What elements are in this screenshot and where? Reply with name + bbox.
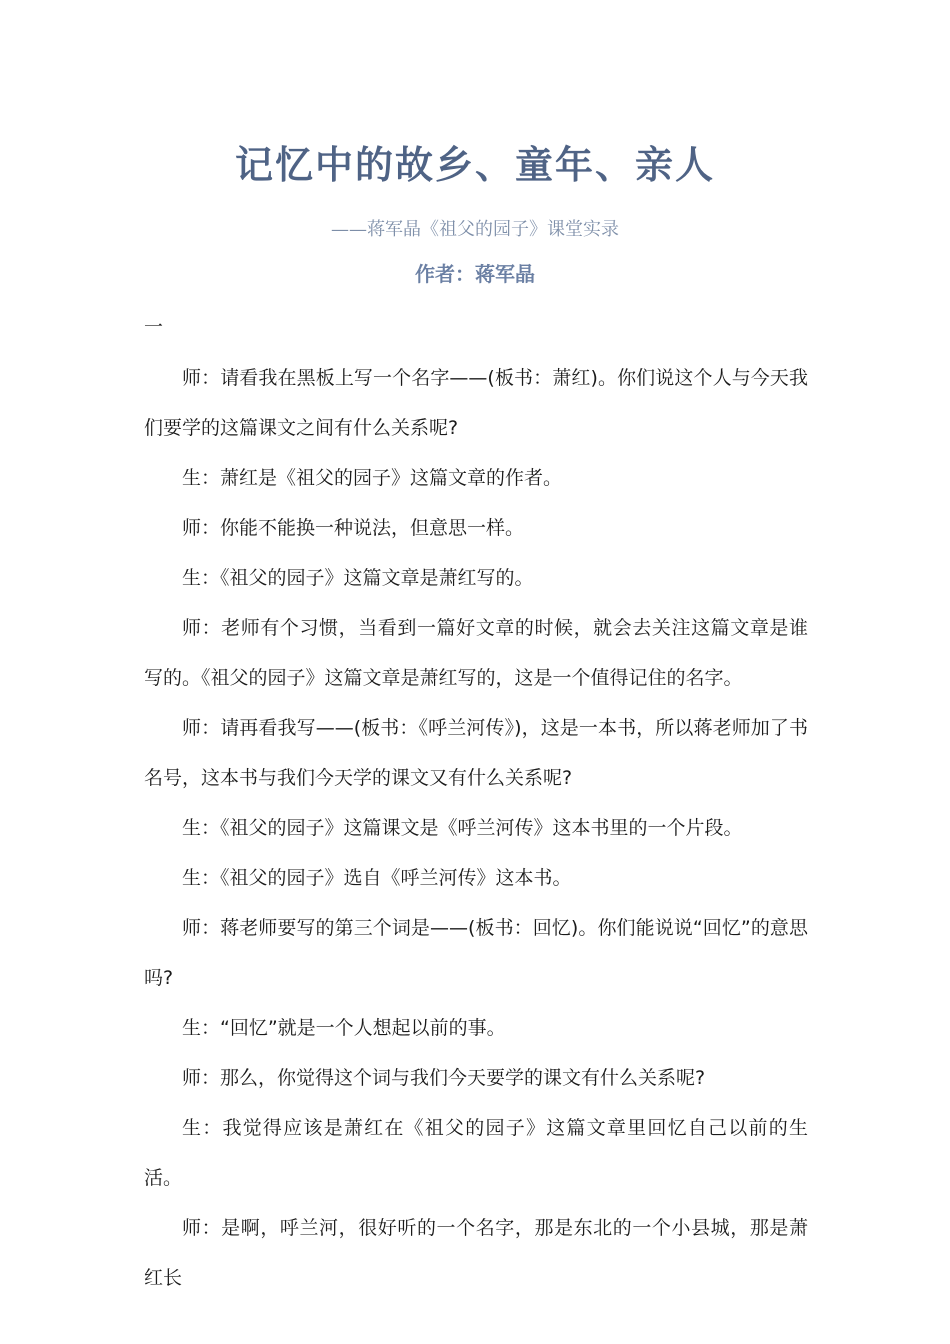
- paragraph: 师：那么，你觉得这个词与我们今天要学的课文有什么关系呢?: [182, 1067, 706, 1089]
- section-number: 一: [144, 316, 164, 338]
- document-subtitle: ——蒋军晶《祖父的园子》课堂实录: [331, 219, 619, 240]
- paragraph: 生：《祖父的园子》这篇课文是《呼兰河传》这本书里的一个片段。: [182, 817, 743, 839]
- paragraph: 师：你能不能换一种说法，但意思一样。: [182, 517, 525, 539]
- paragraph: 师：老师有个习惯，当看到一篇好文章的时候，就会去关注这篇文章是谁写的。《祖父的园子》这篇文章是萧红写的，这是一个值得记住的名字。: [144, 617, 808, 689]
- paragraph: 师：请再看我写——(板书：《呼兰河传》)，这是一本书，所以蒋老师加了书名号，这本书与我们今天学的课文又有什么关系呢?: [144, 717, 808, 789]
- paragraph: 生：我觉得应该是萧红在《祖父的园子》这篇文章里回忆自己以前的生活。: [144, 1117, 808, 1189]
- transcript-body: [144, 353, 808, 1303]
- paragraph: 师：请看我在黑板上写一个名字——(板书：萧红)。你们说这个人与今天我们要学的这篇课文之间有什么关系呢?: [144, 367, 808, 439]
- paragraph: 生：《祖父的园子》选自《呼兰河传》这本书。: [182, 867, 572, 889]
- document-title: 记忆中的故乡、童年、亲人: [234, 143, 715, 187]
- document-author: 作者：蒋军晶: [415, 262, 535, 286]
- paragraph: 生：萧红是《祖父的园子》这篇文章的作者。: [182, 467, 563, 489]
- paragraph: 生：“回忆”就是一个人想起以前的事。: [182, 1017, 506, 1039]
- paragraph: 师：是啊，呼兰河，很好听的一个名字，那是东北的一个小县城，那是萧红长: [144, 1217, 808, 1289]
- paragraph: 生：《祖父的园子》这篇文章是萧红写的。: [182, 567, 534, 589]
- paragraph: 师：蒋老师要写的第三个词是——(板书：回忆)。你们能说说“回忆”的意思吗?: [144, 917, 808, 989]
